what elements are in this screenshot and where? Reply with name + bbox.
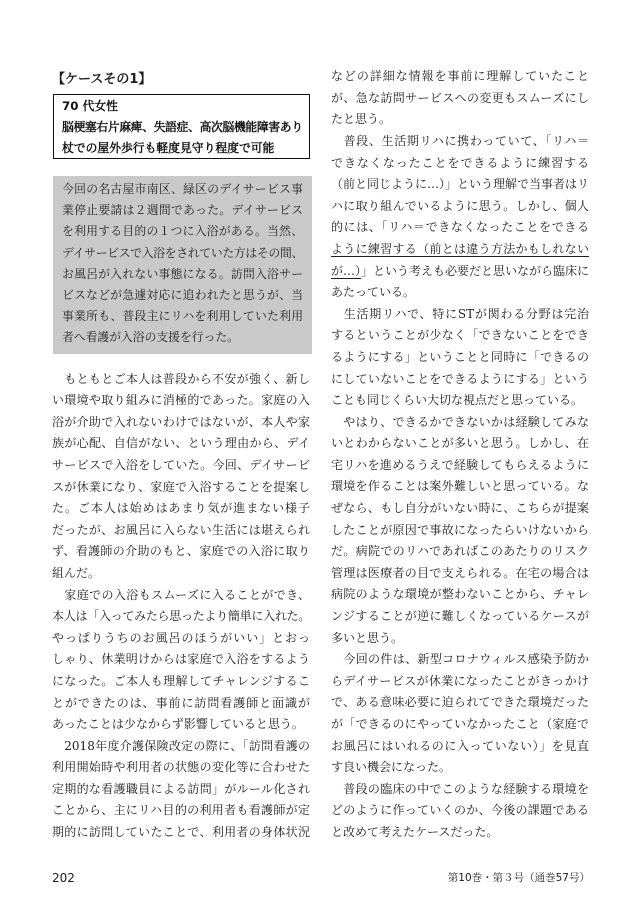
text-line: だったが、お風呂に入らない生活には堪えられ (52, 522, 310, 537)
underlined-text: が…） (331, 263, 362, 278)
text-line: ず、看護師の介助のもと、家庭での入浴に取り (52, 544, 310, 559)
text-line: もともとご本人は普段から不安が強く、新し (52, 371, 310, 386)
profile-mobility: 杖での屋外歩行も軽度見守り程度で可能 (62, 141, 275, 155)
text-line: 定期的な看護職員による訪問」がルール化され (52, 781, 310, 796)
text-line: 本人は「入ってみたら思ったより簡単に入れた。 (52, 609, 311, 624)
text-line: が「できるのにやっていなかったこと（家庭で (331, 717, 589, 731)
text-line: ンジすることが逆に難しくなっているケースが (331, 609, 589, 624)
page-number: 202 (52, 871, 75, 885)
underlined-text: ように練習する（前とは違う方法かもしれない (331, 241, 589, 256)
text-line: スが休業になり、家庭で入浴することを提案し (52, 479, 310, 494)
text-line (331, 239, 589, 261)
text-line: たと思う。 (331, 112, 392, 127)
text-line: お風呂が入れない事態になる。訪問入浴サー (62, 266, 303, 281)
text-line: （前と同じように…）」という理解で当事者はリ (331, 177, 590, 192)
text-line: 業停止要請は２週間であった。デイサービス (62, 203, 303, 218)
text-segment: 」という考えも必要だと思いながら臨床に (361, 263, 590, 278)
text-line: ハに取り組んでいるように思う。しかし、個人 (331, 198, 589, 213)
text-line: やはり、できるかできないかは経験してみな (331, 414, 589, 429)
text-line: 組んだ。 (52, 565, 101, 580)
text-line: 今回の名古屋市南区、緑区のデイサービス事 (62, 182, 303, 196)
text-line: だ。病院でのリハであればこのあたりのリスク (331, 544, 589, 559)
text-line: 普段、生活期リハに携わっていて、「リハ＝ (331, 133, 589, 148)
text-line: デイサービスで入浴をされていた方はその間、 (62, 245, 303, 260)
text-line: 浴が介助で入れないわけではないが、本人や家 (52, 414, 310, 429)
text-line: で、ある意味必要に迫られてできた環境だった (331, 695, 589, 710)
text-line: 管理は医療者の目で支えられる。在宅の場合は (331, 565, 589, 580)
text-line: 族が心配、自信がない、という理由から、デイ (52, 436, 310, 451)
text-line: あったことは少なからず影響していると思う。 (52, 717, 304, 732)
text-line: 環境を作ることは案外難しいと思っている。な (331, 479, 589, 494)
shaded-note-box (53, 176, 312, 354)
right-column (331, 66, 589, 843)
text-line: したことが原因で事故になったらいけないから (331, 522, 589, 537)
text-line: を利用する目的の１つに入浴がある。当然、 (62, 224, 303, 239)
text-line: どのように作っていくのか、今後の課題である (331, 803, 589, 818)
profile-age-sex: 70 代女性 (62, 99, 118, 113)
text-line: 利用開始時や利用者の状態の変化等に合わせた (52, 760, 310, 775)
issue-info: 第10巻・第３号（通巻57号） (447, 872, 590, 884)
text-line: あたっている。 (331, 285, 416, 300)
text-line: ぜなら、もし自分がいない時に、こちらが提案 (331, 501, 589, 516)
text-line: にしていないことをできるようにする」という (331, 371, 589, 386)
text-line: お風呂にはいれるのに入っていない）」を見直 (331, 738, 589, 753)
text-line: やっぱりうちのお風呂のほうがいい」とおっ (52, 630, 310, 645)
text-line: 期的に訪問していたことで、利用者の身体状況 (52, 825, 310, 840)
text-line: 今回の件は、新型コロナウィルス感染予防か (331, 652, 589, 667)
text-line: た。ご本人は始めはあまり気が進まない様子 (52, 501, 310, 516)
text-line: 病院のような環境が整わないことから、チャレ (331, 587, 589, 602)
profile-diagnosis: 脳梗塞右片麻痺、失語症、高次脳機能障害あり (62, 120, 303, 134)
text-line: 家庭での入浴もスムーズに入ることができ、 (52, 587, 310, 602)
text-line: になった。ご本人も理解してチャレンジするこ (52, 673, 310, 688)
text-line: るようにする」ということと同時に「できるの (331, 349, 589, 364)
text-line: 2018年度介護保険改定の際に、「訪問看護の (52, 738, 310, 753)
left-column (52, 369, 310, 844)
text-line: するということが少なく「できないことをでき (331, 328, 589, 343)
text-line: とができたのは、事前に訪問看護師と面識が (52, 695, 310, 710)
text-line: しゃり、休業明けからは家庭で入浴をするよう (52, 652, 310, 667)
text-line: 宅リハを進めるうえで経験してもらえるように (331, 457, 589, 472)
case-profile-box (53, 94, 310, 159)
text-line: と改めて考えたケースだった。 (331, 824, 499, 839)
case-heading: 【ケースその1】 (52, 72, 152, 87)
text-line (331, 261, 589, 283)
text-line: す良い機会になった。 (331, 760, 452, 775)
text-line: ことも同じくらい大切な視点だと思っている。 (331, 393, 584, 408)
text-line: いとわからないことが多いと思う。しかし、在 (331, 436, 589, 451)
text-line: 普段の臨床の中でこのような経験する環境を (331, 781, 589, 796)
text-line: 的には、「リハ＝できなくなったことをできる (331, 220, 589, 235)
text-line: 多いと思う。 (331, 630, 404, 645)
text-line: い環境や取り組みに消極的であった。家庭の入 (52, 393, 310, 408)
text-line: が、急な訪問サービスへの変更もスムーズにし (331, 90, 589, 105)
text-line: できなくなったことをできるように練習する (331, 155, 589, 170)
text-line: 者へ看護が入浴の支援を行った。 (62, 330, 239, 345)
text-line: ことから、主にリハ目的の利用者も看護師が定 (52, 803, 310, 818)
text-line: らデイサービスが休業になったことがきっかけ (331, 673, 589, 688)
text-line: サービスで入浴をしていた。今回、デイサービ (52, 457, 310, 472)
text-line: ビスなどが急遽対応に追われたと思うが、当 (62, 287, 303, 302)
text-line: 生活期リハで、特にSTが関わる分野は完治 (331, 306, 589, 321)
text-line: 事業所も、普段主にリハを利用していた利用 (62, 309, 303, 324)
text-line: などの詳細な情報を事前に理解していたこと (331, 69, 589, 84)
